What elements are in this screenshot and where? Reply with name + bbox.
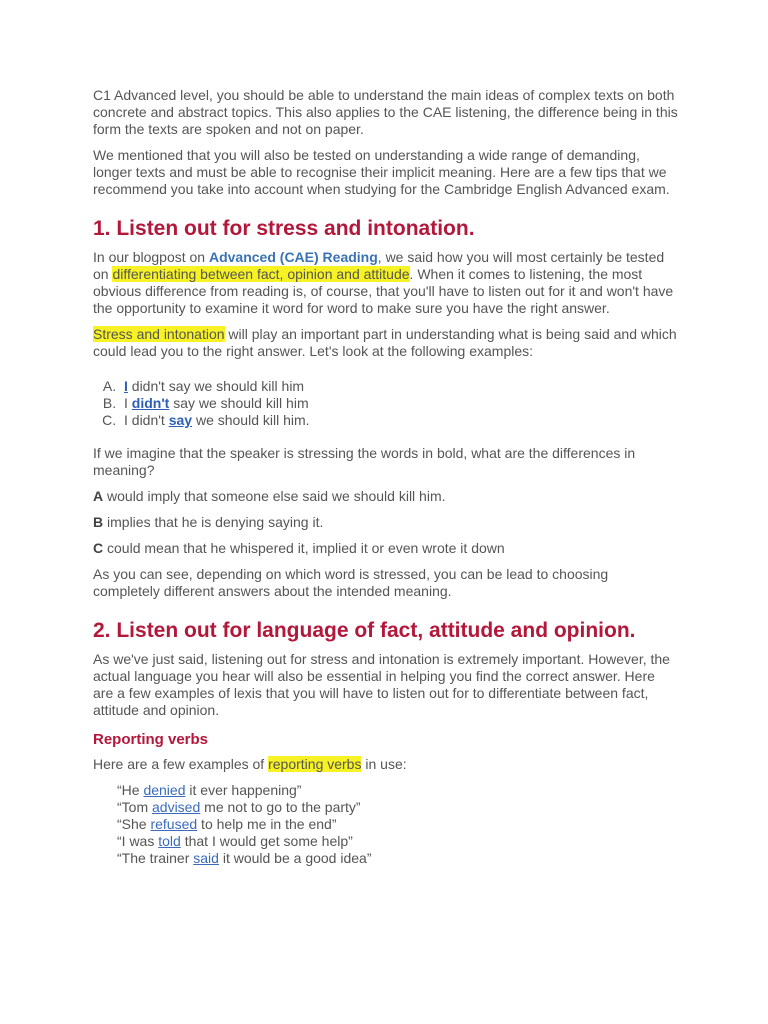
quote <box>117 850 678 867</box>
text: implies that he is denying saying it. <box>103 514 324 530</box>
answer-letter: C <box>93 540 104 556</box>
intro-paragraph: We mentioned that you will also be tested on understanding a wide range of demanding, longer texts and must be able to recognise their implicit meaning. Here are a few tips that we recommend you take into account when studying for the Cambridge English Advanced exam. <box>93 147 670 197</box>
paragraph <box>93 326 678 360</box>
quote <box>117 833 678 850</box>
text: to help me in the end” <box>197 816 337 832</box>
text: would imply that someone else said we should kill him. <box>103 488 446 504</box>
subheading: Reporting verbs <box>93 731 209 748</box>
text: In our blogpost on <box>93 249 209 265</box>
list-item <box>120 378 678 395</box>
text: . When it comes to listening, the most obvious difference from reading is, of course, that you'll have to listen out for it and won't have the opportunity to examine it word for word to make sure you have the right answer. <box>93 266 674 316</box>
stressed-word: didn't <box>131 395 170 411</box>
answer <box>93 514 678 531</box>
list-item <box>120 395 678 412</box>
text: we should kill him. <box>192 412 310 428</box>
example-list <box>93 378 678 429</box>
text: I <box>124 395 132 411</box>
quote <box>117 816 678 833</box>
answer <box>93 540 678 557</box>
stressed-word: I <box>124 378 128 394</box>
highlighted-text: differentiating between fact, opinion and attitude <box>112 266 410 282</box>
text: it ever happening” <box>185 782 302 798</box>
text: didn't say we should kill him <box>127 378 305 394</box>
verb-link[interactable]: said <box>193 850 219 866</box>
section-heading: 2. Listen out for language of fact, attitude and opinion. <box>93 619 636 642</box>
quote <box>117 782 678 799</box>
answer-letter: B <box>93 514 104 530</box>
text: , we said how you will most certainly be tested on <box>93 249 665 282</box>
quote <box>117 799 678 816</box>
answer <box>93 488 678 505</box>
text: “He <box>117 782 144 798</box>
paragraph: If we imagine that the speaker is stressing the words in bold, what are the differences in meaning? <box>93 445 636 478</box>
highlighted-text: reporting verbs <box>268 756 362 772</box>
text: “She <box>117 816 151 832</box>
text: “Tom <box>117 799 152 815</box>
text: that I would get some help” <box>180 833 353 849</box>
document-page <box>93 87 678 867</box>
section-heading: 1. Listen out for stress and intonation. <box>93 217 475 240</box>
verb-link[interactable]: told <box>158 833 181 849</box>
text: in use: <box>361 756 407 772</box>
intro-paragraph: C1 Advanced level, you should be able to understand the main ideas of complex texts on both concrete and abstract topics. This also applies to the CAE listening, the difference being in this form the texts are spoken and not on paper. <box>93 87 678 137</box>
highlighted-text: Stress and intonation <box>93 326 225 342</box>
text: Here are a few examples of <box>93 756 269 772</box>
paragraph <box>93 249 678 317</box>
blogpost-link[interactable]: Advanced (CAE) Reading <box>208 249 378 265</box>
paragraph: As you can see, depending on which word is stressed, you can be lead to choosing completely different answers about the intended meaning. <box>93 566 609 599</box>
text: could mean that he whispered it, implied it or even wrote it down <box>103 540 505 556</box>
list-item <box>120 412 678 429</box>
paragraph: As we've just said, listening out for stress and intonation is extremely important. However, the actual language you hear will also be essential in helping you find the correct answer. Here are a few examples of lexis that you will have to listen out for to differentiate between fact, attitude and opinion. <box>93 651 670 718</box>
text: will play an important part in understanding what is being said and which could lead you to the right answer. Let's look at the following examples: <box>93 326 677 359</box>
text: me not to go to the party” <box>200 799 361 815</box>
text: “I was <box>117 833 159 849</box>
verb-link[interactable]: advised <box>152 799 201 815</box>
text: say we should kill him <box>169 395 309 411</box>
verb-link[interactable]: refused <box>150 816 198 832</box>
answer-letter: A <box>93 488 104 504</box>
stressed-word: say <box>168 412 193 428</box>
text: “The trainer <box>117 850 194 866</box>
quote-list <box>117 782 678 867</box>
verb-link[interactable]: denied <box>143 782 186 798</box>
text: it would be a good idea” <box>218 850 372 866</box>
paragraph <box>93 756 678 773</box>
text: I didn't <box>124 412 169 428</box>
